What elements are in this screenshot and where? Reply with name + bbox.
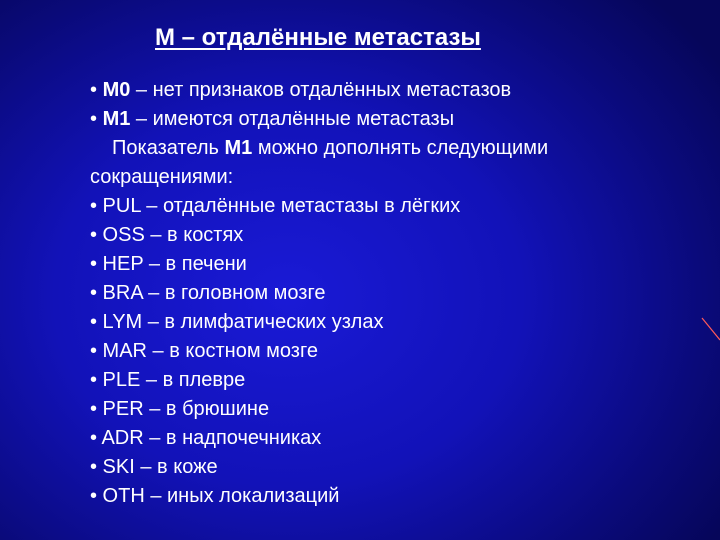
decorative-line [680, 300, 720, 360]
note-line-2: сокращениями: [90, 166, 234, 188]
list-item: • BRA – в головном мозге [90, 282, 326, 304]
list-item: • ADR – в надпочечниках [90, 427, 322, 449]
slide-title: М – отдалённые метастазы [155, 24, 481, 51]
list-item: • SKI – в коже [90, 456, 218, 478]
code-m1: М1 [102, 108, 131, 130]
description-m1: – имеются отдалённые метастазы [130, 108, 455, 130]
list-item: • OTH – иных локализаций [90, 485, 340, 507]
decorative-stroke [702, 318, 720, 340]
bullet: • [90, 108, 103, 130]
list-item: • PUL – отдалённые метастазы в лёгких [90, 195, 461, 217]
code-m0: М0 [102, 79, 131, 101]
list-item: • PER – в брюшине [90, 398, 270, 420]
list-item: • MAR – в костном мозге [90, 340, 318, 362]
note-line-1 [90, 134, 690, 163]
note-text-end: можно дополнять следующими [252, 137, 549, 159]
note-text: Показатель [112, 137, 225, 159]
list-item: • PLE – в плевре [90, 369, 246, 391]
slide-content [90, 76, 690, 511]
list-item-m1 [90, 105, 690, 134]
list-item: • HEP – в печени [90, 253, 247, 275]
note-code: М1 [224, 137, 253, 159]
list-item: • LYM – в лимфатических узлах [90, 311, 384, 333]
bullet: • [90, 79, 103, 101]
list-item-m0 [90, 76, 690, 105]
list-item: • OSS – в костях [90, 224, 244, 246]
description-m0: – нет признаков отдалённых метастазов [130, 79, 512, 101]
